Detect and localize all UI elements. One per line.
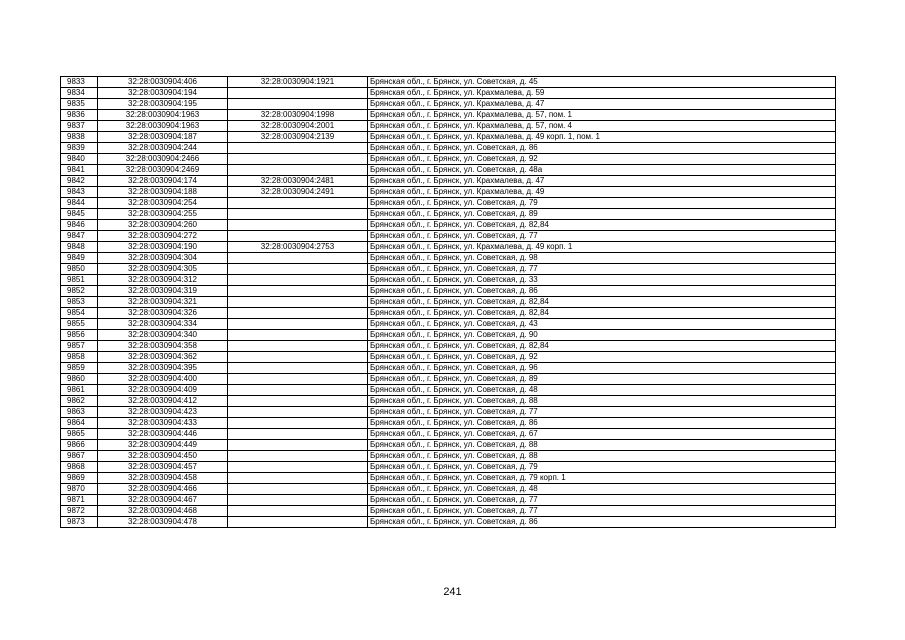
cadastral-number-cell: 32:28:0030904:358 [98,341,228,352]
table-row [61,176,836,187]
parent-cadastral-number-cell [228,473,368,484]
cadastral-number-cell: 32:28:0030904:2469 [98,165,228,176]
row-number-cell: 9849 [61,253,98,264]
cadastral-number-cell: 32:28:0030904:446 [98,429,228,440]
table-row [61,418,836,429]
table-row [61,374,836,385]
cadastral-number-cell: 32:28:0030904:272 [98,231,228,242]
row-number-cell: 9860 [61,374,98,385]
parent-cadastral-number-cell: 32:28:0030904:2139 [228,132,368,143]
cadastral-number-cell: 32:28:0030904:423 [98,407,228,418]
table-row [61,308,836,319]
row-number-cell: 9852 [61,286,98,297]
table-row [61,253,836,264]
table-row [61,231,836,242]
row-number-cell: 9848 [61,242,98,253]
row-number-cell: 9837 [61,121,98,132]
parent-cadastral-number-cell [228,374,368,385]
cadastral-number-cell: 32:28:0030904:466 [98,484,228,495]
address-cell: Брянская обл., г. Брянск, ул. Советская, д. 88 [368,440,836,451]
table-row [61,396,836,407]
table-row [61,473,836,484]
cadastral-number-cell: 32:28:0030904:255 [98,209,228,220]
cadastral-number-cell: 32:28:0030904:244 [98,143,228,154]
parent-cadastral-number-cell [228,341,368,352]
address-cell: Брянская обл., г. Брянск, ул. Крахмалева, д. 59 [368,88,836,99]
address-cell: Брянская обл., г. Брянск, ул. Советская, д. 89 [368,209,836,220]
cadastral-number-cell: 32:28:0030904:412 [98,396,228,407]
page-number: 241 [443,586,462,598]
row-number-cell: 9833 [61,77,98,88]
address-cell: Брянская обл., г. Брянск, ул. Советская, д. 79 [368,198,836,209]
parent-cadastral-number-cell: 32:28:0030904:2001 [228,121,368,132]
table-row [61,484,836,495]
parent-cadastral-number-cell [228,407,368,418]
parent-cadastral-number-cell: 32:28:0030904:2481 [228,176,368,187]
cadastral-number-cell: 32:28:0030904:188 [98,187,228,198]
row-number-cell: 9862 [61,396,98,407]
address-cell: Брянская обл., г. Брянск, ул. Советская, д. 86 [368,143,836,154]
table-row [61,297,836,308]
table-row [61,440,836,451]
address-cell: Брянская обл., г. Брянск, ул. Советская, д. 48 [368,385,836,396]
row-number-cell: 9847 [61,231,98,242]
table-row [61,495,836,506]
parent-cadastral-number-cell [228,429,368,440]
row-number-cell: 9857 [61,341,98,352]
cadastral-number-cell: 32:28:0030904:400 [98,374,228,385]
parent-cadastral-number-cell [228,99,368,110]
parent-cadastral-number-cell [228,418,368,429]
table-row [61,275,836,286]
cadastral-number-cell: 32:28:0030904:187 [98,132,228,143]
address-cell: Брянская обл., г. Брянск, ул. Крахмалева, д. 47 [368,176,836,187]
parent-cadastral-number-cell [228,253,368,264]
row-number-cell: 9851 [61,275,98,286]
address-cell: Брянская обл., г. Брянск, ул. Советская, д. 89 [368,374,836,385]
address-cell: Брянская обл., г. Брянск, ул. Советская, д. 86 [368,286,836,297]
address-cell: Брянская обл., г. Брянск, ул. Советская, д. 86 [368,418,836,429]
address-cell: Брянская обл., г. Брянск, ул. Советская, д. 88 [368,396,836,407]
cadastral-number-cell: 32:28:0030904:457 [98,462,228,473]
parent-cadastral-number-cell [228,209,368,220]
parent-cadastral-number-cell [228,385,368,396]
address-cell: Брянская обл., г. Брянск, ул. Советская, д. 96 [368,363,836,374]
parent-cadastral-number-cell [228,363,368,374]
address-cell: Брянская обл., г. Брянск, ул. Советская, д. 90 [368,330,836,341]
table-row [61,209,836,220]
row-number-cell: 9858 [61,352,98,363]
table-row [61,121,836,132]
row-number-cell: 9866 [61,440,98,451]
cadastral-number-cell: 32:28:0030904:450 [98,451,228,462]
parent-cadastral-number-cell [228,330,368,341]
address-cell: Брянская обл., г. Брянск, ул. Советская, д. 77 [368,231,836,242]
address-cell: Брянская обл., г. Брянск, ул. Советская, д. 82,84 [368,308,836,319]
parent-cadastral-number-cell [228,165,368,176]
parent-cadastral-number-cell [228,198,368,209]
cadastral-number-cell: 32:28:0030904:321 [98,297,228,308]
cadastral-number-cell: 32:28:0030904:458 [98,473,228,484]
address-cell: Брянская обл., г. Брянск, ул. Советская, д. 98 [368,253,836,264]
address-cell: Брянская обл., г. Брянск, ул. Советская, д. 77 [368,407,836,418]
cadastral-number-cell: 32:28:0030904:340 [98,330,228,341]
row-number-cell: 9842 [61,176,98,187]
table-row [61,242,836,253]
row-number-cell: 9839 [61,143,98,154]
table-row [61,99,836,110]
address-cell: Брянская обл., г. Брянск, ул. Советская, д. 86 [368,517,836,528]
address-cell: Брянская обл., г. Брянск, ул. Советская, д. 48 [368,484,836,495]
table-row [61,385,836,396]
table-row [61,429,836,440]
table-row [61,341,836,352]
cadastral-number-cell: 32:28:0030904:326 [98,308,228,319]
registry-table [60,76,836,528]
row-number-cell: 9868 [61,462,98,473]
address-cell: Брянская обл., г. Брянск, ул. Советская, д. 43 [368,319,836,330]
parent-cadastral-number-cell: 32:28:0030904:2753 [228,242,368,253]
address-cell: Брянская обл., г. Брянск, ул. Советская, д. 79 [368,462,836,473]
parent-cadastral-number-cell [228,396,368,407]
parent-cadastral-number-cell [228,319,368,330]
table-row [61,132,836,143]
cadastral-number-cell: 32:28:0030904:254 [98,198,228,209]
address-cell: Брянская обл., г. Брянск, ул. Крахмалева, д. 57, пом. 4 [368,121,836,132]
cadastral-number-cell: 32:28:0030904:406 [98,77,228,88]
table-row [61,154,836,165]
table-row [61,187,836,198]
cadastral-number-cell: 32:28:0030904:1963 [98,121,228,132]
table-row [61,220,836,231]
parent-cadastral-number-cell [228,308,368,319]
row-number-cell: 9845 [61,209,98,220]
table-row [61,198,836,209]
cadastral-number-cell: 32:28:0030904:194 [98,88,228,99]
cadastral-number-cell: 32:28:0030904:190 [98,242,228,253]
parent-cadastral-number-cell [228,440,368,451]
registry-table-body [61,77,836,528]
parent-cadastral-number-cell [228,484,368,495]
address-cell: Брянская обл., г. Брянск, ул. Советская, д. 33 [368,275,836,286]
parent-cadastral-number-cell [228,352,368,363]
row-number-cell: 9850 [61,264,98,275]
cadastral-number-cell: 32:28:0030904:1963 [98,110,228,121]
parent-cadastral-number-cell [228,451,368,462]
cadastral-number-cell: 32:28:0030904:304 [98,253,228,264]
table-row [61,517,836,528]
address-cell: Брянская обл., г. Брянск, ул. Крахмалева, д. 47 [368,99,836,110]
table-row [61,352,836,363]
address-cell: Брянская обл., г. Брянск, ул. Крахмалева, д. 49 [368,187,836,198]
table-row [61,165,836,176]
address-cell: Брянская обл., г. Брянск, ул. Советская, д. 77 [368,495,836,506]
address-cell: Брянская обл., г. Брянск, ул. Советская, д. 77 [368,264,836,275]
table-row [61,143,836,154]
address-cell: Брянская обл., г. Брянск, ул. Советская, д. 92 [368,154,836,165]
row-number-cell: 9865 [61,429,98,440]
row-number-cell: 9869 [61,473,98,484]
cadastral-number-cell: 32:28:0030904:468 [98,506,228,517]
table-row [61,462,836,473]
address-cell: Брянская обл., г. Брянск, ул. Советская, д. 67 [368,429,836,440]
cadastral-number-cell: 32:28:0030904:195 [98,99,228,110]
row-number-cell: 9855 [61,319,98,330]
address-cell: Брянская обл., г. Брянск, ул. Советская, д. 48а [368,165,836,176]
parent-cadastral-number-cell [228,495,368,506]
table-row [61,286,836,297]
row-number-cell: 9856 [61,330,98,341]
table-row [61,451,836,462]
parent-cadastral-number-cell [228,506,368,517]
cadastral-number-cell: 32:28:0030904:174 [98,176,228,187]
row-number-cell: 9838 [61,132,98,143]
address-cell: Брянская обл., г. Брянск, ул. Советская, д. 82,84 [368,297,836,308]
row-number-cell: 9872 [61,506,98,517]
address-cell: Брянская обл., г. Брянск, ул. Советская, д. 77 [368,506,836,517]
table-row [61,319,836,330]
table-row [61,407,836,418]
address-cell: Брянская обл., г. Брянск, ул. Советская, д. 45 [368,77,836,88]
row-number-cell: 9859 [61,363,98,374]
parent-cadastral-number-cell: 32:28:0030904:1921 [228,77,368,88]
table-row [61,77,836,88]
cadastral-number-cell: 32:28:0030904:362 [98,352,228,363]
parent-cadastral-number-cell [228,143,368,154]
table-row [61,110,836,121]
row-number-cell: 9870 [61,484,98,495]
cadastral-number-cell: 32:28:0030904:395 [98,363,228,374]
row-number-cell: 9834 [61,88,98,99]
row-number-cell: 9871 [61,495,98,506]
table-row [61,330,836,341]
address-cell: Брянская обл., г. Брянск, ул. Советская, д. 88 [368,451,836,462]
table-row [61,264,836,275]
row-number-cell: 9836 [61,110,98,121]
address-cell: Брянская обл., г. Брянск, ул. Советская, д. 82,84 [368,220,836,231]
parent-cadastral-number-cell [228,297,368,308]
cadastral-number-cell: 32:28:0030904:312 [98,275,228,286]
parent-cadastral-number-cell [228,286,368,297]
cadastral-number-cell: 32:28:0030904:467 [98,495,228,506]
row-number-cell: 9835 [61,99,98,110]
row-number-cell: 9864 [61,418,98,429]
address-cell: Брянская обл., г. Брянск, ул. Крахмалева, д. 49 корп. 1, пом. 1 [368,132,836,143]
row-number-cell: 9843 [61,187,98,198]
table-row [61,363,836,374]
address-cell: Брянская обл., г. Брянск, ул. Крахмалева, д. 49 корп. 1 [368,242,836,253]
address-cell: Брянская обл., г. Брянск, ул. Советская, д. 79 корп. 1 [368,473,836,484]
parent-cadastral-number-cell [228,462,368,473]
row-number-cell: 9853 [61,297,98,308]
row-number-cell: 9861 [61,385,98,396]
cadastral-number-cell: 32:28:0030904:433 [98,418,228,429]
row-number-cell: 9867 [61,451,98,462]
parent-cadastral-number-cell [228,275,368,286]
cadastral-number-cell: 32:28:0030904:319 [98,286,228,297]
parent-cadastral-number-cell: 32:28:0030904:1998 [228,110,368,121]
parent-cadastral-number-cell: 32:28:0030904:2491 [228,187,368,198]
row-number-cell: 9840 [61,154,98,165]
address-cell: Брянская обл., г. Брянск, ул. Крахмалева, д. 57, пом. 1 [368,110,836,121]
parent-cadastral-number-cell [228,517,368,528]
row-number-cell: 9873 [61,517,98,528]
parent-cadastral-number-cell [228,231,368,242]
cadastral-number-cell: 32:28:0030904:334 [98,319,228,330]
parent-cadastral-number-cell [228,88,368,99]
table-row [61,88,836,99]
parent-cadastral-number-cell [228,220,368,231]
cadastral-number-cell: 32:28:0030904:260 [98,220,228,231]
table-row [61,506,836,517]
cadastral-number-cell: 32:28:0030904:305 [98,264,228,275]
row-number-cell: 9854 [61,308,98,319]
cadastral-number-cell: 32:28:0030904:478 [98,517,228,528]
row-number-cell: 9844 [61,198,98,209]
cadastral-number-cell: 32:28:0030904:2466 [98,154,228,165]
address-cell: Брянская обл., г. Брянск, ул. Советская, д. 92 [368,352,836,363]
row-number-cell: 9841 [61,165,98,176]
cadastral-number-cell: 32:28:0030904:409 [98,385,228,396]
address-cell: Брянская обл., г. Брянск, ул. Советская, д. 82,84 [368,341,836,352]
row-number-cell: 9846 [61,220,98,231]
cadastral-number-cell: 32:28:0030904:449 [98,440,228,451]
parent-cadastral-number-cell [228,264,368,275]
row-number-cell: 9863 [61,407,98,418]
parent-cadastral-number-cell [228,154,368,165]
